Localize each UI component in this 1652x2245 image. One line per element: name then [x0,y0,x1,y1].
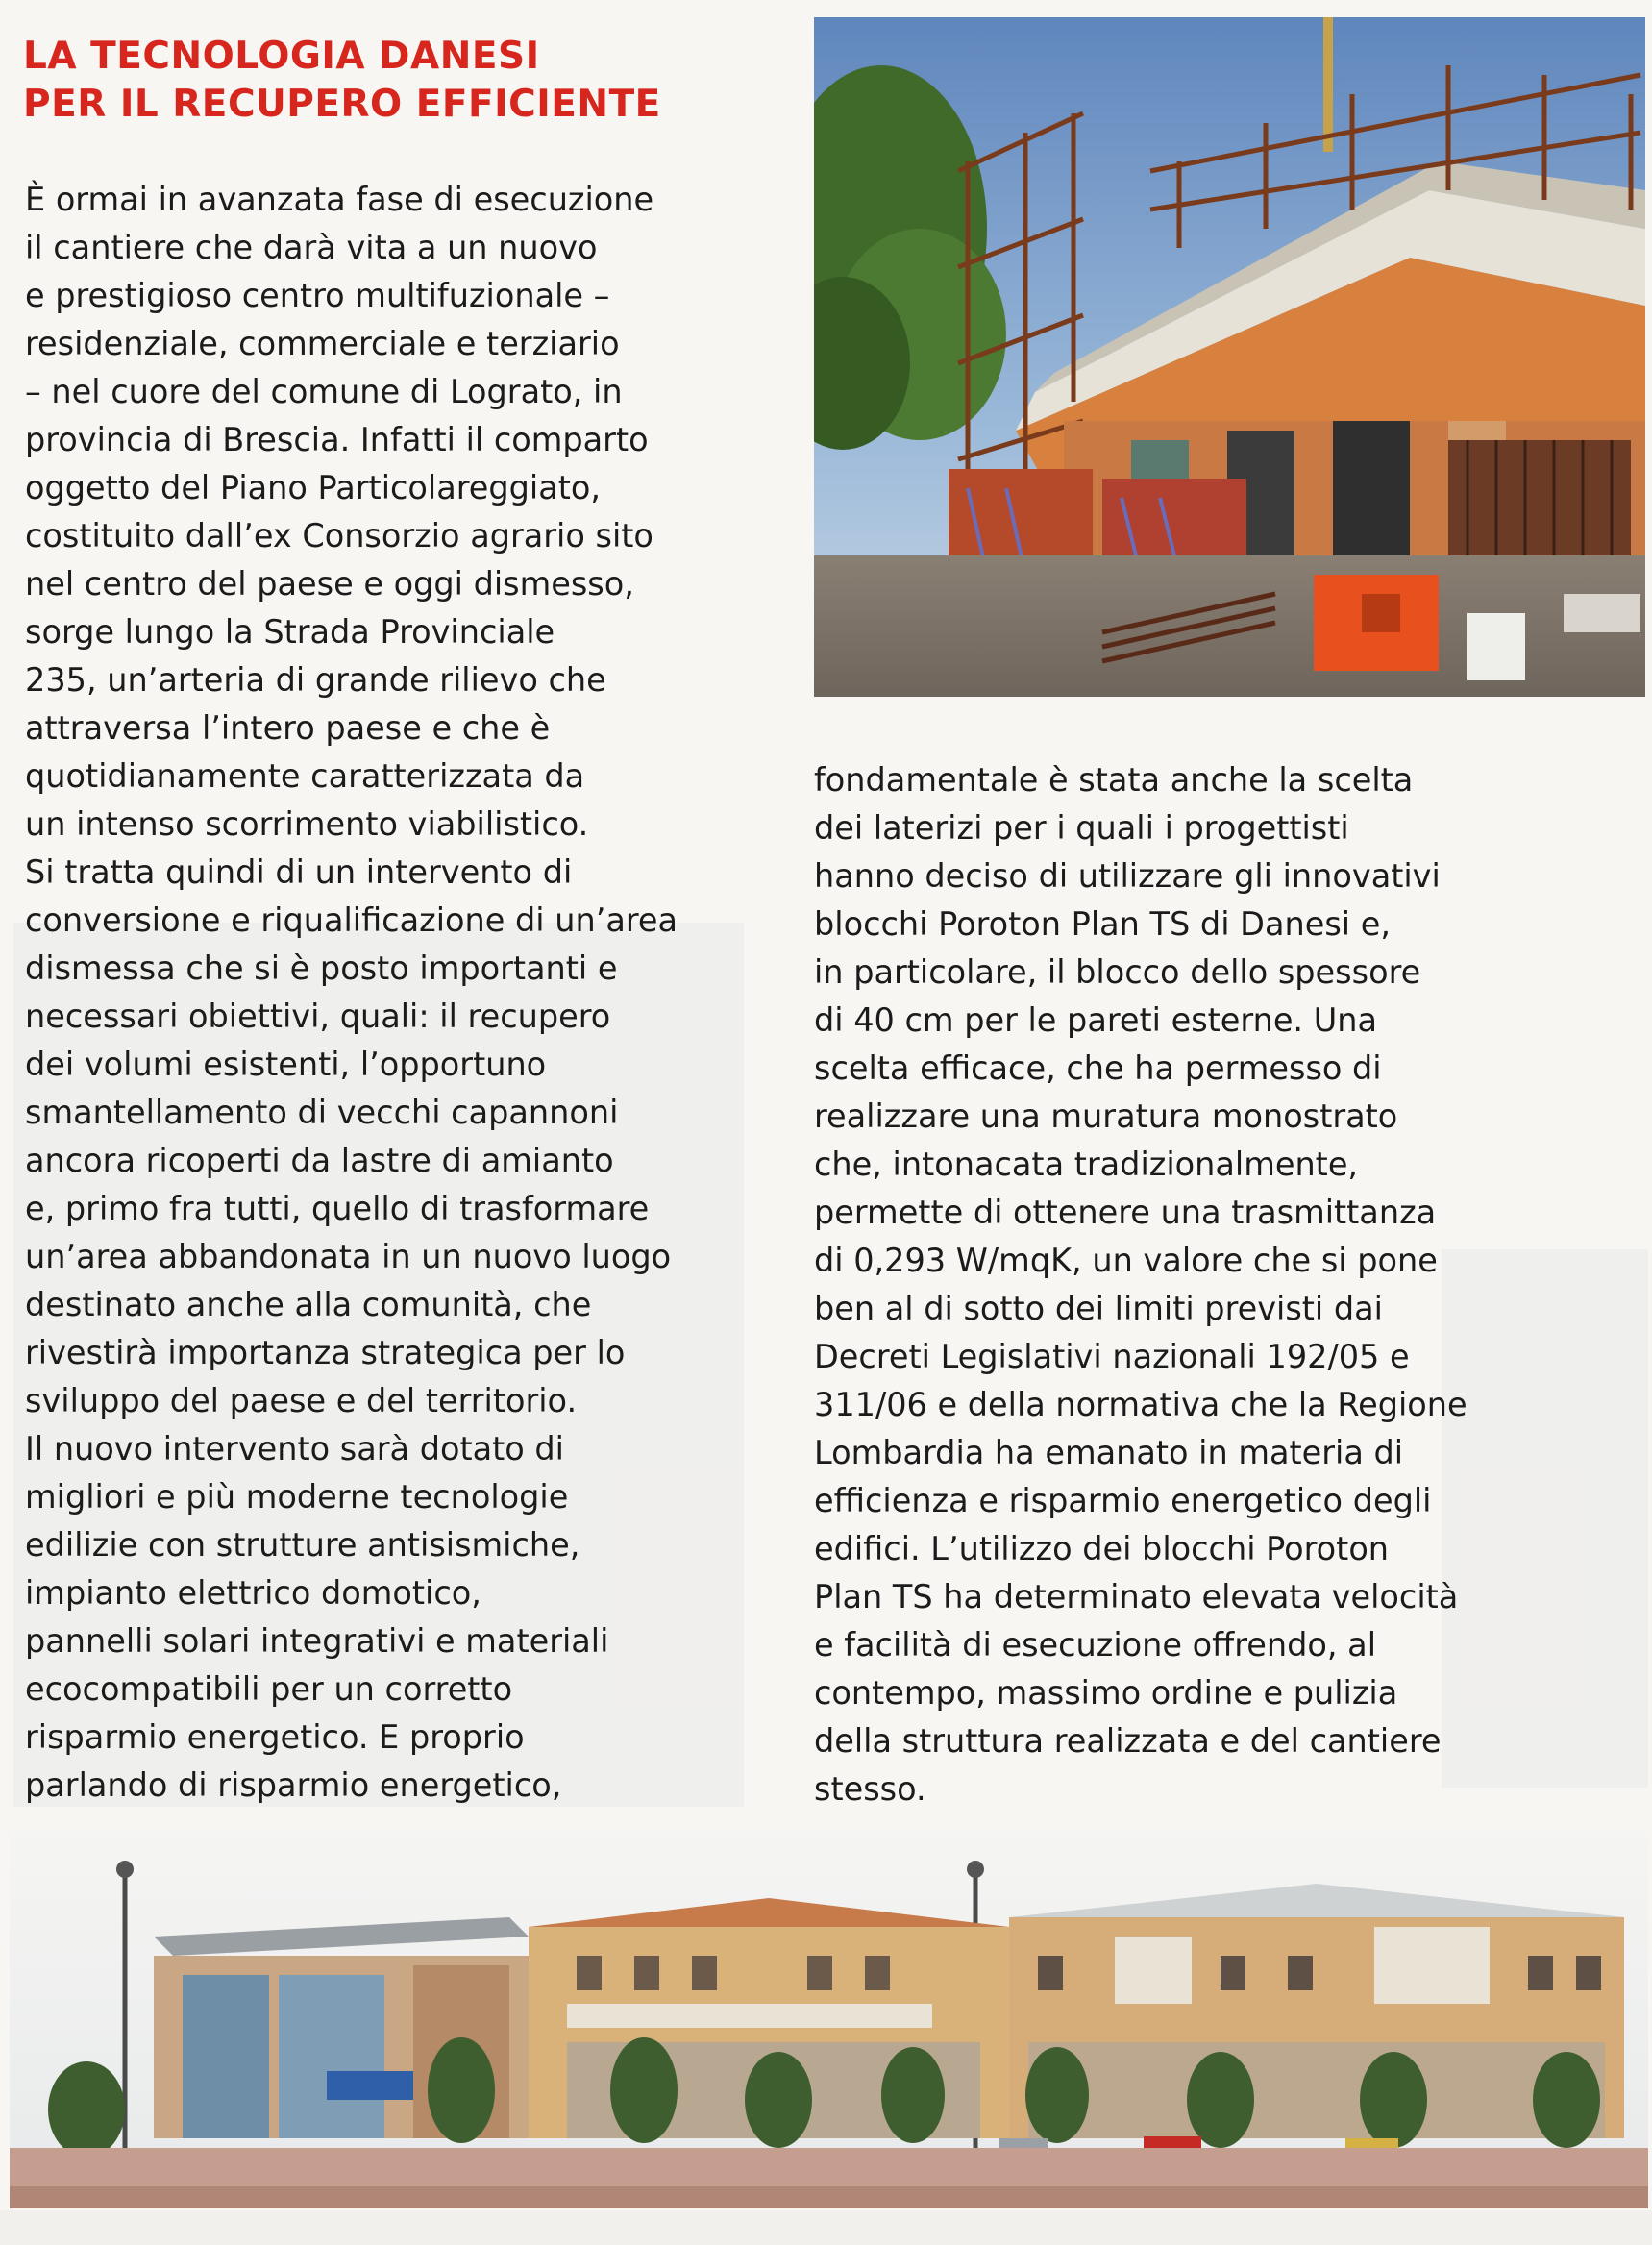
text-line: contempo, massimo ordine e pulizia [814,1674,1398,1712]
text-line: attraversa l’intero paese e che è [25,709,551,747]
text-line: edilizie con strutture antisismiche, [25,1526,580,1564]
text-line: 235, un’arteria di grande rilievo che [25,661,606,699]
text-line: efficienza e risparmio energetico degli [814,1482,1432,1519]
construction-site-photo [814,17,1645,697]
text-line: della struttura realizzata e del cantiere [814,1722,1442,1760]
text-line: nel centro del paese e oggi dismesso, [25,565,634,603]
text-line: migliori e più moderne tecnologie [25,1478,569,1516]
text-line: che, intonacata tradizionalmente, [814,1146,1359,1183]
text-line: ancora ricoperti da lastre di amianto [25,1142,614,1179]
text-line: e facilità di esecuzione offrendo, al [814,1626,1377,1664]
text-line: necessari obiettivi, quali: il recupero [25,998,611,1035]
text-line: sviluppo del paese e del territorio. [25,1382,578,1419]
text-line: impianto elettrico domotico, [25,1574,481,1612]
text-line: sorge lungo la Strada Provinciale [25,613,555,651]
text-line: Lombardia ha emanato in materia di [814,1434,1404,1471]
text-line: un’area abbandonata in un nuovo luogo [25,1238,672,1275]
text-line: È ormai in avanzata fase di esecuzione [25,181,654,218]
text-line: provincia di Brescia. Infatti il comparto [25,421,649,458]
text-line: un intenso scorrimento viabilistico. [25,805,589,843]
text-line: il cantiere che darà vita a un nuovo [25,229,598,266]
article-headline [23,33,661,129]
text-line: edifici. L’utilizzo dei blocchi Poroton [814,1530,1390,1567]
text-line: conversione e riqualificazione di un’area [25,901,678,939]
text-line: Si tratta quindi di un intervento di [25,853,573,891]
text-line: ecocompatibili per un corretto [25,1670,513,1708]
text-line: Plan TS ha determinato elevata velocità [814,1578,1459,1616]
text-line: 311/06 e della normativa che la Regione [814,1386,1467,1423]
right-text-column [814,756,1467,1813]
text-line: oggetto del Piano Particolareggiato, [25,469,602,506]
text-line: e prestigioso centro multifuzionale – [25,277,610,314]
text-line: residenziale, commerciale e terziario [25,325,620,362]
text-line: in particolare, il blocco dello spessore [814,953,1421,991]
page-bottom-margin [0,2210,1652,2245]
text-line: blocchi Poroton Plan TS di Danesi e, [814,905,1391,943]
show-through-right [1442,1249,1648,1788]
headline-line-1: LA TECNOLOGIA DANESI [23,35,540,78]
text-line: realizzare una muratura monostrato [814,1098,1398,1135]
text-line: – nel cuore del comune di Lograto, in [25,373,623,410]
text-line: rivestirà importanza strategica per lo [25,1334,626,1371]
project-rendering-image [10,1831,1648,2208]
text-line: costituito dall’ex Consorzio agrario sito [25,517,653,555]
text-line: stesso. [814,1770,926,1808]
text-line: e, primo fra tutti, quello di trasformare [25,1190,650,1227]
text-line: di 40 cm per le pareti esterne. Una [814,1001,1378,1039]
text-line: dei volumi esistenti, l’opportuno [25,1046,547,1083]
text-line: dismessa che si è posto importanti e [25,950,618,987]
text-line: destinato anche alla comunità, che [25,1286,592,1323]
text-line: fondamentale è stata anche la scelta [814,761,1414,799]
text-line: quotidianamente caratterizzata da [25,757,585,795]
text-line: smantellamento di vecchi capannoni [25,1094,619,1131]
text-line: ben al di sotto dei limiti previsti dai [814,1290,1383,1327]
left-text-column [25,176,678,1810]
text-line: dei laterizi per i quali i progettisti [814,809,1349,847]
text-line: pannelli solari integrativi e materiali [25,1622,609,1660]
text-line: Decreti Legislativi nazionali 192/05 e [814,1338,1410,1375]
text-line: hanno deciso di utilizzare gli innovativi [814,857,1441,895]
text-line: di 0,293 W/mqK, un valore che si pone [814,1242,1438,1279]
text-line: Il nuovo intervento sarà dotato di [25,1430,564,1468]
text-line: permette di ottenere una trasmittanza [814,1194,1437,1231]
text-line: risparmio energetico. E proprio [25,1718,525,1756]
text-line: parlando di risparmio energetico, [25,1766,562,1804]
text-line: scelta efficace, che ha permesso di [814,1049,1382,1087]
headline-line-2: PER IL RECUPERO EFFICIENTE [23,83,661,126]
